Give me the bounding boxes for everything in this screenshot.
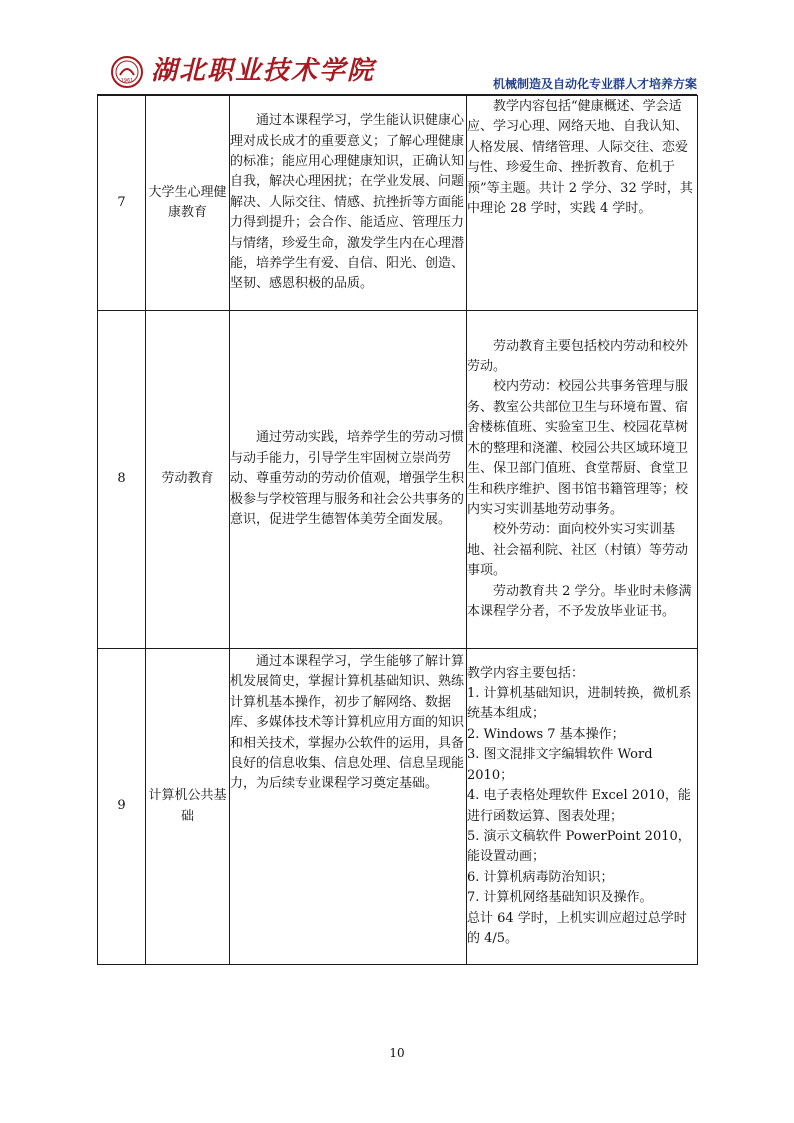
school-name: 湖北职业技术学院 xyxy=(151,56,376,86)
table-row xyxy=(98,311,698,649)
row-number: 9 xyxy=(98,649,146,965)
table-row xyxy=(98,96,698,311)
course-table xyxy=(97,95,698,965)
page-header xyxy=(97,52,697,96)
course-name: 计算机公共基础 xyxy=(146,649,230,965)
row-number: 7 xyxy=(98,96,146,311)
school-logo-icon xyxy=(111,56,143,88)
page-number: 10 xyxy=(389,1046,405,1060)
course-goal: 通过本课程学习，学生能认识健康心理对成长成才的重要意义；了解心理健康的标准；能应用心理健康知识，正确认知自我，解决心理困扰；在学业发展、问题解决、人际交往、情感、抗挫折等方面能力得到提升；会合作、能适应、管理压力与情绪，珍爱生命，激发学生内在心理潜能，培养学生有爱、自信、阳光、创造、坚韧、感恩积极的品质。 xyxy=(230,96,467,311)
course-goal: 通过本课程学习，学生能够了解计算机发展简史，掌握计算机基础知识、熟练计算机基本操作，初步了解网络、数据库、多媒体技术等计算机应用方面的知识和相关技术，掌握办公软件的运用，具备良好的信息收集、信息处理、信息呈现能力，为后续专业课程学习奠定基础。 xyxy=(230,649,467,965)
svg-text:1961: 1961 xyxy=(120,78,134,84)
table-row xyxy=(98,649,698,965)
row-number: 8 xyxy=(98,311,146,649)
course-name: 劳动教育 xyxy=(146,311,230,649)
course-name: 大学生心理健康教育 xyxy=(146,96,230,311)
course-content: 教学内容主要包括： 1. 计算机基础知识，进制转换，微机系统基本组成； 2. Windows 7 基本操作； 3. 图文混排文字编辑软件 Word 2010； 4. 电子表格处理软件 Excel 2010，能进行函数运算、图表处理； 5. 演示文稿软件 PowerPoint 2010，能设置动画； 6. 计算机病毒防治知识； 7. 计算机网络基础知识及操作。 总计 64 学时，上机实训应超过总学时的 4/5。 xyxy=(467,649,698,965)
course-goal: 通过劳动实践，培养学生的劳动习惯与动手能力，引导学生牢固树立崇尚劳动、尊重劳动的劳动价值观，增强学生积极参与学校管理与服务和社会公共事务的意识，促进学生德智体美劳全面发展。 xyxy=(230,311,467,649)
course-content: 劳动教育主要包括校内劳动和校外劳动。 校内劳动：校园公共事务管理与服务、教室公共部位卫生与环境布置、宿舍楼栋值班、实验室卫生、校园花草树木的整理和浇灌、校园公共区域环境卫生、保卫部门值班、食堂帮厨、食堂卫生和秩序维护、图书馆书籍管理等；校内实习实训基地劳动事务。 校外劳动：面向校外实习实训基地、社会福利院、社区（村镇）等劳动事项。 劳动教育共 2 学分。毕业时未修满本课程学分者，不予发放毕业证书。 xyxy=(467,311,698,649)
program-title: 机械制造及自动化专业群人才培养方案 xyxy=(492,77,697,91)
course-content: 教学内容包括“健康概述、学会适应、学习心理、网络天地、自我认知、人格发展、情绪管理、人际交往、恋爱与性、珍爱生命、挫折教育、危机于预”等主题。共计 2 学分、32 学时，其中理论 28 学时，实践 4 学时。 xyxy=(467,96,698,311)
